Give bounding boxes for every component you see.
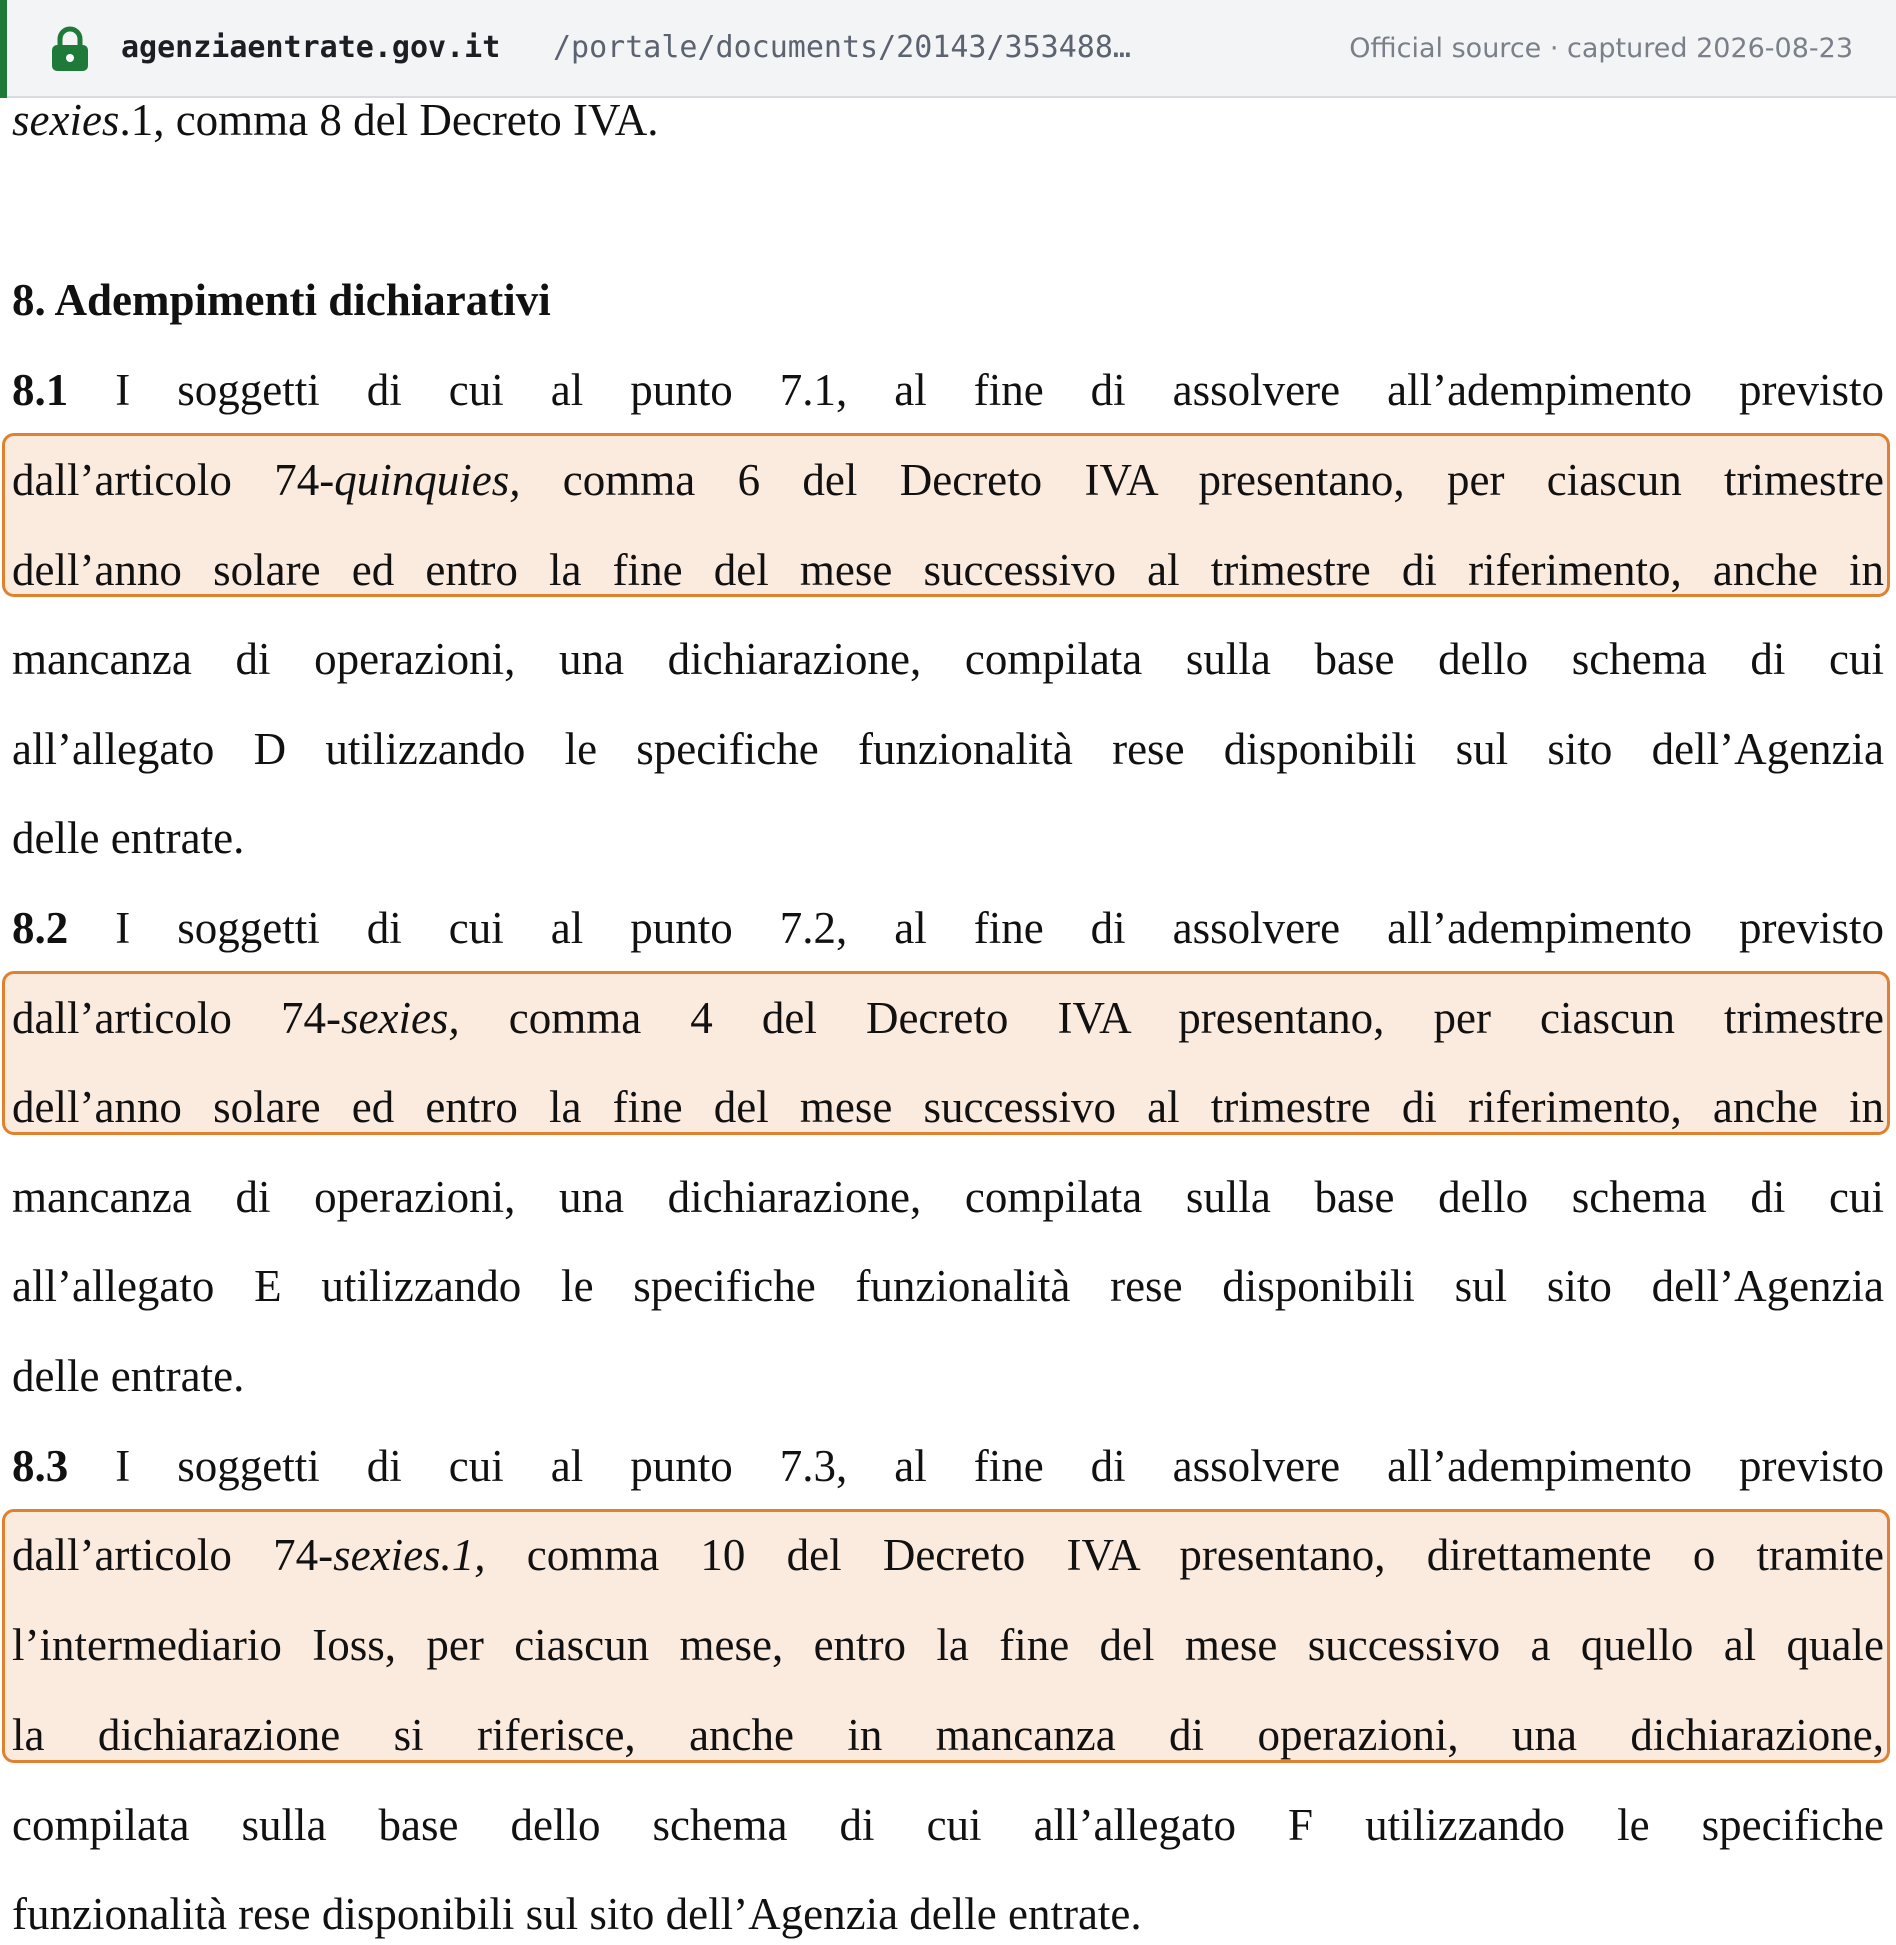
paragraph-8-1-line: dall’articolo 74-quinquies, comma 6 del Decreto IVA presentano, per ciascun trimestre	[12, 455, 1884, 505]
source-accent-stripe	[0, 0, 7, 98]
paragraph-8-2-line: dall’articolo 74-sexies, comma 4 del Decreto IVA presentano, per ciascun trimestre	[12, 993, 1884, 1043]
paragraph-8-3-line: 8.3 I soggetti di cui al punto 7.3, al fine di assolvere all’adempimento previsto	[12, 1441, 1884, 1491]
url-path[interactable]: /portale/documents/20143/353488…	[553, 30, 1131, 65]
paragraph-8-3-line: dall’articolo 74-sexies.1, comma 10 del Decreto IVA presentano, direttamente o tramite	[12, 1530, 1884, 1580]
paragraph-8-3-line: funzionalità rese disponibili sul sito dell’Agenzia delle entrate.	[12, 1889, 1142, 1939]
paragraph-8-3-line: compilata sulla base dello schema di cui all’allegato F utilizzando le specifiche	[12, 1800, 1884, 1850]
paragraph-8-2-line: delle entrate.	[12, 1351, 245, 1401]
paragraph-8-2-line: all’allegato E utilizzando le specifiche funzionalità rese disponibili sul sito dell’Agenzia	[12, 1261, 1884, 1311]
previous-paragraph-tail: sexies.1, comma 8 del Decreto IVA.	[12, 95, 659, 145]
paragraph-8-1-line: dell’anno solare ed entro la fine del mese successivo al trimestre di riferimento, anche in	[12, 545, 1884, 595]
browser-source-bar	[0, 0, 1896, 98]
paragraph-8-1-line: mancanza di operazioni, una dichiarazione, compilata sulla base dello schema di cui	[12, 634, 1884, 684]
paragraph-8-3-line: l’intermediario Ioss, per ciascun mese, entro la fine del mese successivo a quello al quale	[12, 1620, 1884, 1670]
lock-icon	[50, 26, 90, 72]
capture-info: Official source · captured 2026-08-23	[1349, 33, 1853, 64]
paragraph-8-2-line: 8.2 I soggetti di cui al punto 7.2, al fine di assolvere all’adempimento previsto	[12, 903, 1884, 953]
paragraph-8-2-line: dell’anno solare ed entro la fine del mese successivo al trimestre di riferimento, anche in	[12, 1082, 1884, 1132]
url-domain[interactable]: agenziaentrate.gov.it	[121, 30, 501, 65]
paragraph-8-2-line: mancanza di operazioni, una dichiarazione, compilata sulla base dello schema di cui	[12, 1172, 1884, 1222]
section-heading: 8. Adempimenti dichiarativi	[12, 275, 551, 325]
paragraph-8-1-line: 8.1 I soggetti di cui al punto 7.1, al fine di assolvere all’adempimento previsto	[12, 365, 1884, 415]
paragraph-8-1-line: delle entrate.	[12, 813, 245, 863]
paragraph-8-1-line: all’allegato D utilizzando le specifiche funzionalità rese disponibili sul sito dell’Agenzia	[12, 724, 1884, 774]
paragraph-8-3-line: la dichiarazione si riferisce, anche in mancanza di operazioni, una dichiarazione,	[12, 1710, 1884, 1760]
